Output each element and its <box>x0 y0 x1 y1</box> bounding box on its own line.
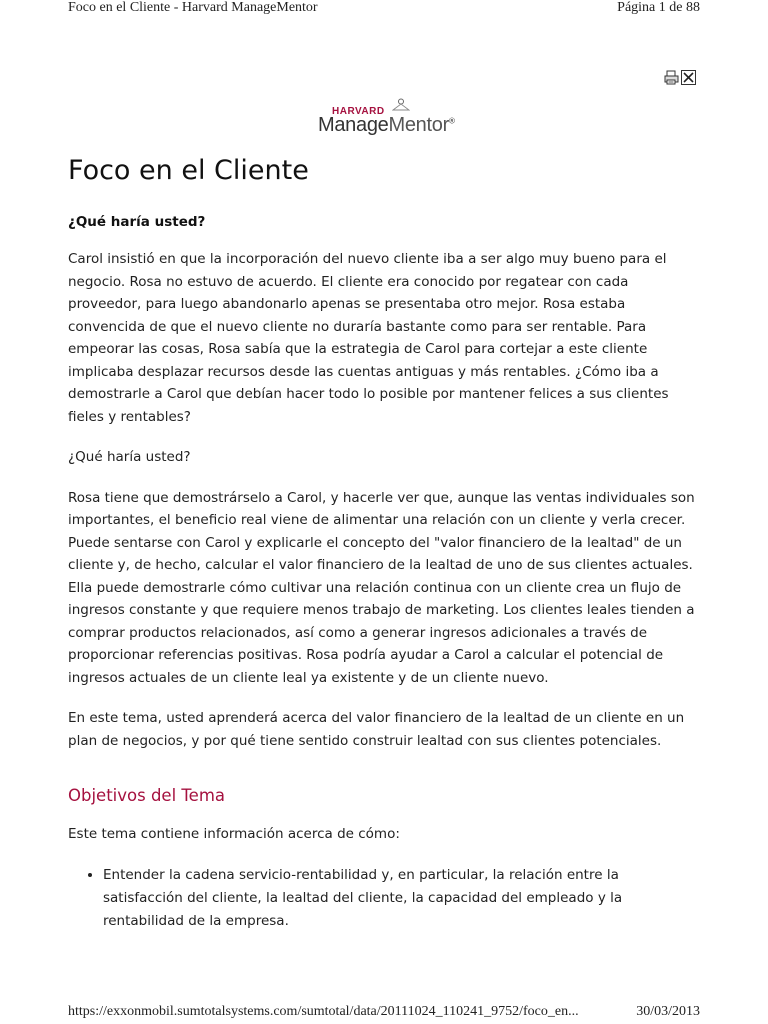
paragraph-intro: Carol insistió en que la incorporación del nuevo cliente iba a ser algo muy bueno para el negocio. Rosa no estuvo de acuerdo. El cliente era conocido por regatear con cada proveedor, para luego abandonarlo apenas se presentaba otro mejor. Rosa estaba convencida de que el nuevo cliente no duraría bastante como para ser rentable. Para empeorar las cosas, Rosa sabía que la estrategia de Carol para cortejar a este cliente implicaba desplazar recursos desde las cuentas antiguas y más rentables. ¿Cómo iba a demostrarle a Carol que debían hacer todo lo posible por mantener felices a sus clientes fieles y rentables? <box>68 251 669 425</box>
page-title: Foco en el Cliente <box>68 155 309 186</box>
list-item: • Entender la cadena servicio-rentabilidad y, en particular, la relación entre la satisfacción del cliente, la lealtad del cliente, la capacidad del empleado y la rentabilidad de la empresa. <box>103 864 702 933</box>
paragraph-answer: Rosa tiene que demostrárselo a Carol, y hacerle ver que, aunque las ventas individuales son importantes, el beneficio real viene de alimentar una relación con un cliente y verla crecer. Puede sentarse con Carol y explicarle el concepto del "valor financiero de la lealtad" de un cliente y, de hecho, calcular el valor financiero de la lealtad de uno de sus clientes actuales. Ella puede demostrarle cómo cultivar una relación continua con un cliente crea un flujo de ingresos constante y que requiere menos trabajo de marketing. Los clientes leales tienden a comprar productos relacionados, así como a generar ingresos adicionales a través de proporcionar referencias positivas. Rosa podría ayudar a Carol a calcular el potencial de ingresos actuales de un cliente leal ya existente y de un cliente nuevo. <box>68 489 695 686</box>
logo-harvard: HARVARD <box>332 106 385 117</box>
harvard-managementor-logo <box>318 98 458 142</box>
logo-managementor <box>318 114 455 137</box>
footer-date: 30/03/2013 <box>636 1004 700 1019</box>
document-title: Foco en el Cliente - Harvard ManageMentor <box>68 0 318 15</box>
close-icon[interactable] <box>681 70 696 85</box>
paragraph-topic: En este tema, usted aprenderá acerca del valor financiero de la lealtad de un cliente en un plan de negocios, y por qué tiene sentido construir lealtad con sus clientes potenciales. <box>68 710 685 749</box>
question-plain: ¿Qué haría usted? <box>68 449 191 465</box>
toolbar <box>664 70 696 85</box>
page-number: Página 1 de 88 <box>617 0 700 15</box>
objectives-intro: Este tema contiene información acerca de cómo: <box>68 826 400 842</box>
print-footer <box>68 1004 700 1024</box>
logo-registered: ® <box>448 116 455 126</box>
print-icon[interactable] <box>664 70 679 85</box>
objectives-title: Objetivos del Tema <box>68 786 226 805</box>
print-header <box>68 0 700 22</box>
question-heading: ¿Qué haría usted? <box>68 214 206 230</box>
footer-url: https://exxonmobil.sumtotalsystems.com/sumtotal/data/20111024_110241_9752/foco_en... <box>68 1004 579 1019</box>
hanger-icon <box>392 98 410 112</box>
objectives-list <box>68 864 702 933</box>
main-content <box>68 152 702 933</box>
logo-mentor: Mentor <box>388 114 449 136</box>
logo-manage: Manage <box>318 114 389 136</box>
